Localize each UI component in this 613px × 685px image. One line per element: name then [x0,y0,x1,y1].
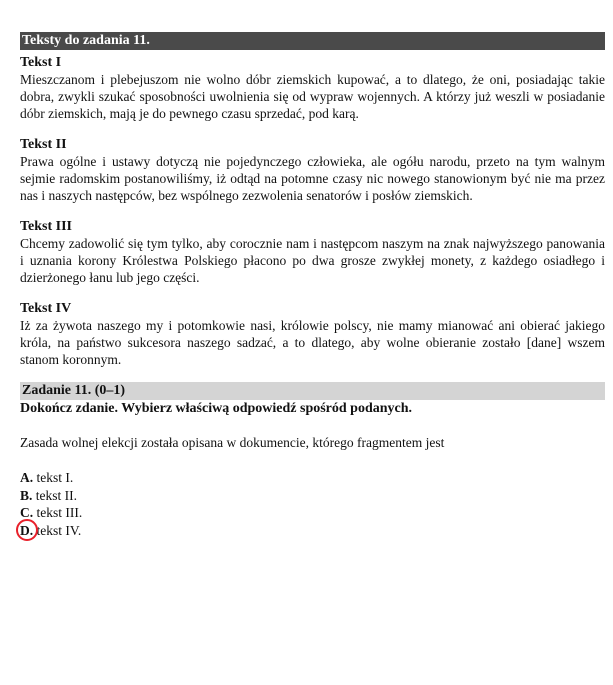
answer-option-b[interactable] [20,487,605,505]
text-body: Chcemy zadowolić się tym tylko, aby corocznie nam i następcom naszym na znak najwyższego panowania i uznania korony Królestwa Polskiego płacono po dwa grosze zwykłej monety, z każdego osiadłego i dzierżonego łanu lub jego części. [20,236,605,285]
answer-option-a[interactable] [20,469,605,487]
option-text: tekst III. [33,505,83,520]
text-block-4 [20,300,605,368]
task-question: Zasada wolnej elekcji została opisana w dokumencie, którego fragmentem jest [20,435,445,450]
text-title: Tekst II [20,137,67,152]
option-letter: A. [20,470,34,485]
task-header: Zadanie 11. (0–1) [20,382,605,400]
option-text: tekst II. [32,487,78,503]
text-body: Mieszczanom i plebejuszom nie wolno dóbr ziemskich kupować, a to dlatego, że oni, posiadając takie dobra, zwykli szukać sposobności uwolnienia się od wypraw wojennych. A którzy już weszli w posiadanie dóbr ziemskich, mają je do pewnego czasu sprzedać, pod karą. [20,72,605,121]
answer-option-d[interactable] [20,522,605,540]
text-body: Iż za żywota naszego my i potomkowie nasi, królowie polscy, nie mamy mianować ani obierać jakiego króla, na państwo sukcesora naszego sadzać, a to dlatego, aby wolne obieranie zostało [dane] wszem stanom koronnym. [20,318,605,367]
option-letter: C. [20,505,34,520]
task-instruction: Dokończ zdanie. Wybierz właściwą odpowiedź spośród podanych. [20,401,413,416]
text-title: Tekst I [20,55,62,70]
option-text: tekst IV. [33,522,82,538]
text-title: Tekst III [20,219,73,234]
answer-option-c[interactable] [20,504,605,522]
text-block-2 [20,136,605,204]
answer-options [20,469,605,539]
text-block-3 [20,218,605,286]
text-body: Prawa ogólne i ustawy dotyczą nie pojedynczego człowieka, ale ogółu narodu, przeto na tym walnym sejmie radomskim postanowiliśmy, iż odtąd na potomne czasy nic nowego stanowionym być nie ma przez nas i naszych następców, bez wspólnego zezwolenia senatorów i posłów ziemskich. [20,154,605,203]
answer-circle-mark [16,519,38,541]
option-text: tekst I. [33,470,74,485]
option-letter: B. [20,487,33,503]
text-block-1 [20,54,605,122]
text-title: Tekst IV [20,301,72,316]
option-letter: D. [20,522,34,538]
exam-page [20,32,605,539]
texts-header: Teksty do zadania 11. [20,32,605,50]
